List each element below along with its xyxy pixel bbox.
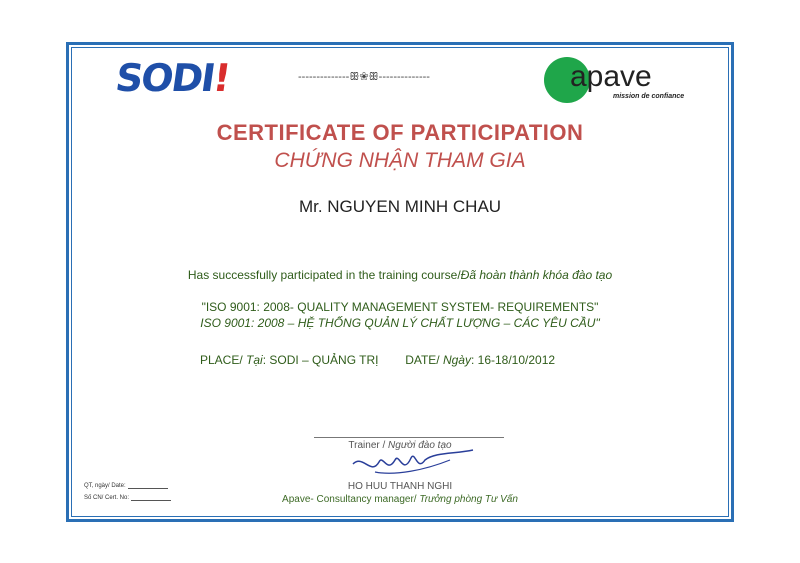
sodi-logo-mark: ! xyxy=(210,56,232,100)
sodi-logo-text: SODI xyxy=(112,56,217,100)
date-label-vi: Ngày xyxy=(442,353,471,367)
cert-number-field xyxy=(84,494,171,501)
statement-en: Has successfully participated in the training course/ xyxy=(187,268,461,282)
header-ornament: --------------ꕥ❀ꕥ-------------- xyxy=(298,71,430,83)
signatory-role-en: Apave- Consultancy manager/ xyxy=(282,494,420,505)
trainer-label-en: Trainer / xyxy=(348,440,389,451)
course-title-vi: ISO 9001: 2008 – HỆ THỐNG QUẢN LÝ CHẤT LƯỢNG – CÁC YÊU CẦU" xyxy=(200,316,600,330)
cert-number-blank xyxy=(131,494,171,501)
date-label: DATE/ xyxy=(405,353,443,367)
signature-line xyxy=(314,437,504,438)
signatory-role-vi: Trưởng phòng Tư Vấn xyxy=(419,494,518,505)
apave-logo-text: apave xyxy=(570,60,652,93)
trainer-label-vi: Người đào tạo xyxy=(388,440,452,451)
date-value: : 16-18/10/2012 xyxy=(470,353,556,367)
cert-number-label: Số CN/ Cert. No: xyxy=(84,495,130,501)
statement-vi: Đã hoàn thành khóa đào tạo xyxy=(460,268,613,282)
completion-statement xyxy=(0,268,800,282)
signatory-name: HO HUU THANH NGHI xyxy=(347,481,453,492)
certificate-title-vi: CHỨNG NHẬN THAM GIA xyxy=(274,149,526,172)
place-label-vi: Tại xyxy=(246,353,263,367)
place-label: PLACE/ xyxy=(200,353,247,367)
issue-date-label: QT, ngày/ Date: xyxy=(84,483,126,489)
handwritten-signature xyxy=(345,446,475,482)
place-value: : SODI – QUẢNG TRỊ xyxy=(262,353,379,367)
sodi-logo xyxy=(113,56,232,100)
place-date-line xyxy=(200,353,555,367)
course-title-en: "ISO 9001: 2008- QUALITY MANAGEMENT SYSTEM- REQUIREMENTS" xyxy=(201,300,599,314)
recipient-name: Mr. NGUYEN MINH CHAU xyxy=(298,197,502,216)
certificate-title-en: CERTIFICATE OF PARTICIPATION xyxy=(216,120,584,145)
issue-date-field xyxy=(84,482,168,489)
issue-date-blank xyxy=(128,482,168,489)
apave-tagline: mission de confiance xyxy=(613,93,685,100)
